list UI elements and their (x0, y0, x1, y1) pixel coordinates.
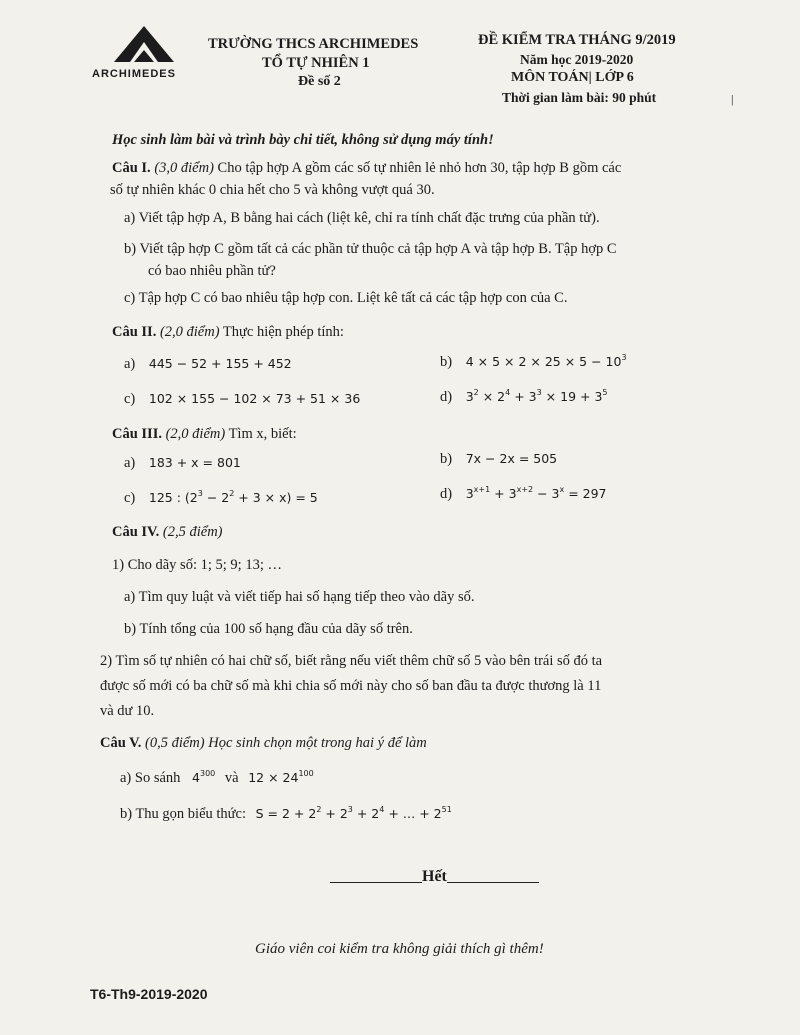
end-rule-right (447, 882, 539, 883)
q5-part-b (120, 806, 452, 823)
q2-c-label: c) (124, 391, 136, 407)
q4-part-1: 1) Cho dãy số: 1; 5; 9; 13; … (112, 557, 282, 573)
q2-part-a (124, 356, 292, 373)
q3-points: (2,0 điểm) (165, 426, 226, 442)
q1-part-b-cont: có bao nhiêu phần tử? (148, 263, 276, 279)
exam-code: Đề số 2 (298, 74, 341, 89)
q5-a-e1: 300 (200, 769, 216, 778)
q3-b-label: b) (440, 451, 453, 467)
q4-points: (2,5 điểm) (162, 524, 223, 540)
exam-duration: Thời gian làm bài: 90 phút (502, 90, 657, 105)
q5-a-e2: 100 (298, 769, 314, 778)
q3-part-c (124, 490, 318, 507)
q3-part-d (440, 486, 607, 503)
q4-part-1b: b) Tính tổng của 100 số hạng đầu của dãy số trên. (124, 621, 413, 637)
document-code: T6-Th9-2019-2020 (90, 986, 208, 1002)
q1-text-line2: số tự nhiên khác 0 chia hết cho 5 và không vượt quá 30. (110, 182, 435, 198)
q1-heading (112, 160, 621, 177)
archimedes-logo (92, 24, 212, 86)
q3-label: Câu III. (112, 426, 162, 442)
q3-part-a (124, 455, 241, 472)
q2-d-e2: 4 (505, 388, 511, 397)
q3-c-e1: 3 (197, 489, 203, 498)
instruction: Học sinh làm bài và trình bày chi tiết, không sử dụng máy tính! (112, 132, 494, 148)
q2-b-expr (466, 354, 627, 369)
q3-part-b (440, 451, 557, 468)
q2-label: Câu II. (112, 324, 157, 340)
q4-part-2-line1: 2) Tìm số tự nhiên có hai chữ số, biết rằng nếu viết thêm chữ số 5 vào bên trái số đó ta (100, 653, 603, 669)
q5-a-p2: 12 × 24 (248, 770, 299, 785)
q5-a-text: a) So sánh (120, 770, 181, 786)
q5-b-p4: + … + 2 (384, 806, 442, 821)
q3-d-p2: + 3 (490, 486, 517, 501)
q5-part-a (120, 770, 314, 787)
q3-c-p2: − 2 (202, 490, 230, 505)
q3-c-label: c) (124, 490, 136, 506)
q3-d-p1: 3 (465, 486, 474, 501)
q3-c-p1: 125 : (2 (148, 490, 198, 505)
q2-text: Thực hiện phép tính: (222, 324, 344, 340)
school-name: TRƯỜNG THCS ARCHIMEDES (208, 36, 419, 52)
q3-d-e1: x+1 (473, 485, 491, 494)
q3-a-label: a) (124, 455, 136, 471)
q2-d-label: d) (440, 389, 453, 405)
q5-b-e3: 4 (379, 805, 385, 814)
q5-points: (0,5 điểm) (145, 735, 205, 751)
q2-part-d (440, 389, 608, 406)
q4-part-2-line3: và dư 10. (100, 703, 155, 719)
q2-d-e4: 5 (602, 388, 608, 397)
q5-b-p3: + 2 (352, 806, 380, 821)
q4-heading (112, 524, 223, 541)
q3-d-p4: = 297 (564, 486, 607, 501)
end-marker (330, 868, 539, 886)
subject-grade: MÔN TOÁN| LỚP 6 (511, 70, 634, 85)
q2-heading (112, 324, 344, 341)
q5-b-e1: 2 (316, 805, 322, 814)
school-year: Năm học 2019-2020 (520, 52, 634, 67)
q5-b-e2: 3 (347, 805, 353, 814)
q2-d-p3: + 3 (510, 389, 537, 404)
end-text: Hết (422, 868, 447, 885)
q1-part-a: a) Viết tập hợp A, B bằng hai cách (liệt kê, chỉ ra tính chất đặc trưng của phần tử). (124, 210, 600, 226)
q5-a-p1: 4 (192, 770, 200, 785)
q3-heading (112, 426, 297, 443)
q3-c-p3: + 3 × x) = 5 (234, 490, 318, 505)
q3-b-expr: 7x − 2x = 505 (465, 451, 558, 466)
q1-label: Câu I. (112, 160, 151, 176)
q2-d-e3: 3 (536, 388, 542, 397)
q2-b-label: b) (440, 354, 453, 370)
end-rule-left (330, 882, 422, 883)
q1-text: Cho tập hợp A gồm các số tự nhiên lẻ nhỏ hơn 30, tập hợp B gồm các (217, 160, 622, 176)
q2-points: (2,0 điểm) (159, 324, 220, 340)
q2-a-label: a) (124, 356, 136, 372)
q3-d-e2: x+2 (516, 485, 534, 494)
q1-part-c: c) Tập hợp C có bao nhiêu tập hợp con. Liệt kê tất cả các tập hợp con của C. (124, 290, 568, 306)
stray-mark: | (731, 92, 734, 106)
q4-part-2-line2: được số mới có ba chữ số mà khi chia số mới này cho số ban đầu ta được thương là 11 (100, 678, 602, 694)
q5-b-expr (256, 806, 452, 821)
q2-d-p4: × 19 + 3 (541, 389, 603, 404)
q5-a-expr2 (248, 770, 314, 785)
logo-text: ARCHIMEDES (92, 68, 176, 80)
q2-part-b (440, 354, 627, 371)
q3-d-p3: − 3 (533, 486, 560, 501)
q2-b-exp: 3 (621, 353, 627, 362)
q3-d-expr (466, 486, 607, 501)
q3-a-expr: 183 + x = 801 (148, 455, 241, 470)
q2-d-p2: × 2 (478, 389, 506, 404)
q5-a-mid: và (224, 770, 239, 786)
q3-d-label: d) (440, 486, 453, 502)
q2-d-p1: 3 (465, 389, 474, 404)
department-name: TỔ TỰ NHIÊN 1 (262, 55, 370, 71)
q4-label: Câu IV. (112, 524, 160, 540)
q5-b-p1: S = 2 + 2 (255, 806, 317, 821)
q1-points: (3,0 điểm) (154, 160, 214, 176)
q5-text: Học sinh chọn một trong hai ý để làm (208, 735, 427, 751)
q3-c-expr (149, 490, 318, 505)
footer-note: Giáo viên coi kiểm tra không giải thích gì thêm! (255, 941, 544, 957)
q3-text: Tìm x, biết: (228, 426, 297, 442)
q5-heading (100, 735, 427, 752)
exam-title: ĐỀ KIỂM TRA THÁNG 9/2019 (478, 32, 676, 48)
q3-c-e2: 2 (229, 489, 235, 498)
triangle-logo-icon (112, 24, 176, 64)
q5-label: Câu V. (100, 735, 142, 751)
q3-d-e3: x (559, 485, 565, 494)
q4-part-1a: a) Tìm quy luật và viết tiếp hai số hạng tiếp theo vào dãy số. (124, 589, 475, 605)
q5-b-p2: + 2 (321, 806, 348, 821)
q2-a-expr: 445 − 52 + 155 + 452 (148, 356, 292, 371)
q2-part-c (124, 391, 360, 408)
q2-c-expr: 102 × 155 − 102 × 73 + 51 × 36 (148, 391, 361, 406)
q5-b-e4: 51 (441, 805, 452, 814)
q2-d-e1: 2 (473, 388, 479, 397)
q2-b-base: 4 × 5 × 2 × 25 × 5 − 10 (465, 354, 622, 369)
q2-d-expr (466, 389, 608, 404)
q1-part-b: b) Viết tập hợp C gồm tất cả các phần tử thuộc cả tập hợp A và tập hợp B. Tập hợp C (124, 241, 617, 257)
q5-b-text: b) Thu gọn biểu thức: (120, 806, 246, 822)
q5-a-expr1 (192, 770, 215, 785)
